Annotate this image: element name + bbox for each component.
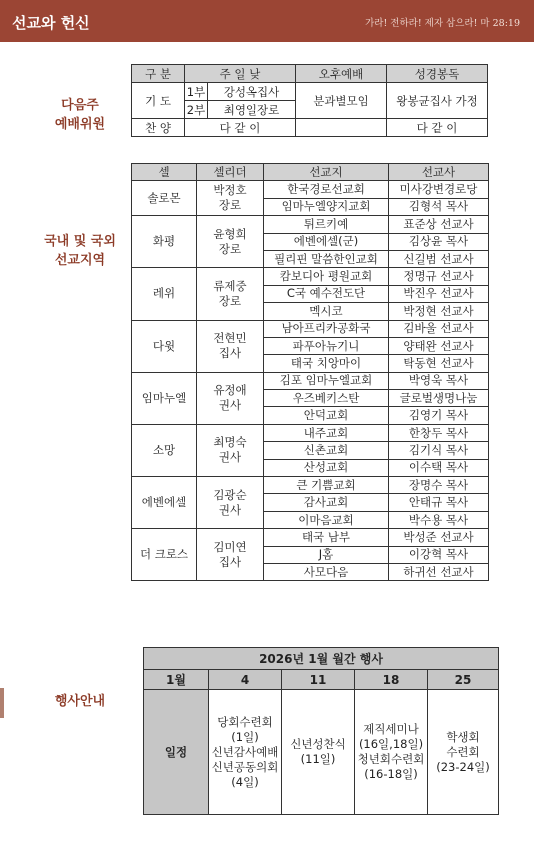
mission-field: 파푸아뉴기니 [264,337,389,354]
leader-title: 집사 [218,346,242,361]
missionary: 글로벌생명나눔 [389,390,489,407]
cell-name: 임마누엘 [132,372,197,424]
missionary: 정명규 선교사 [389,268,489,285]
col-category: 구 분 [132,65,185,83]
event-line: (4일) [231,774,259,789]
part1-label: 1부 [185,83,208,101]
event-line: 신년감사예배 [211,744,279,759]
leader-name: 최명숙 [213,435,247,450]
table-row [132,529,489,546]
mission-field: 튀르키예 [264,216,389,233]
missionary: 장명수 목사 [389,477,489,494]
missionary: 안태규 목사 [389,494,489,511]
mission-field: 사모다음 [264,563,389,580]
cell-name: 화평 [132,216,197,268]
col-reading: 성경봉독 [387,65,488,83]
missionary: 김영기 목사 [389,407,489,424]
row-praise-label: 찬 양 [132,119,185,137]
events-title: 2026년 1월 월간 행사 [144,648,499,670]
row-prayer-label: 기 도 [132,83,185,119]
event-line: 청년회수련회 [357,752,425,766]
schedule-label: 일정 [144,690,209,815]
cell-name: 소망 [132,424,197,476]
mission-field: 한국경로선교회 [264,181,389,198]
worship-committee-label: 다음주 예배위원 [54,98,106,132]
page-title: 선교와 헌신 [12,14,90,32]
date-11: 11 [282,670,355,690]
missionary: 탁동현 선교사 [389,355,489,372]
event-line: 수련회 [446,744,480,759]
mission-field: 큰 기쁨교회 [264,477,389,494]
event-cell [428,690,499,815]
praise-reading: 다 같 이 [387,119,488,137]
worship-committee-table [131,64,488,137]
table-row [132,372,489,389]
missionary: 박진우 선교사 [389,285,489,302]
table-row [132,181,489,198]
event-line: 당회수련회 [217,714,273,729]
leader-name: 류제중 [213,278,247,293]
event-line: (1일) [231,729,259,744]
cell-name: 다윗 [132,320,197,372]
col-mission-field: 선교지 [264,164,389,181]
event-line: (16-18일) [364,767,418,781]
event-line: 제직세미나 [363,722,419,736]
missionary: 표준상 선교사 [389,216,489,233]
event-line: 신년공동의회 [211,759,279,774]
afternoon-value: 분과별모임 [296,83,387,119]
mission-field: 김포 임마누엘교회 [264,372,389,389]
leader-title: 권사 [218,502,242,517]
date-4: 4 [209,670,282,690]
mission-field: 필리핀 말씀한인교회 [264,250,389,267]
missionary: 김기식 목사 [389,442,489,459]
praise-afternoon [296,119,387,137]
mission-field: 신촌교회 [264,442,389,459]
cell-leader [197,320,264,372]
table-row [132,268,489,285]
event-line: 신년성찬식 [290,737,346,751]
table-row [132,477,489,494]
event-cell [209,690,282,815]
page-header [0,0,534,42]
cell-name: 솔로몬 [132,181,197,216]
events-label: 행사안내 [54,694,106,709]
col-missionary: 선교사 [389,164,489,181]
mission-field: 내주교회 [264,424,389,441]
event-cell [282,690,355,815]
mission-field: 멕시코 [264,303,389,320]
missionary: 김바울 선교사 [389,320,489,337]
event-cell [355,690,428,815]
cell-leader [197,216,264,268]
event-line: (23-24일) [436,759,490,774]
mission-field: 캄보디아 평원교회 [264,268,389,285]
missionary: 김상윤 목사 [389,233,489,250]
cell-leader [197,268,264,320]
part2-label: 2부 [185,101,208,119]
table-row [132,424,489,441]
leader-name: 김광순 [213,487,247,502]
leader-title: 장로 [218,241,242,256]
cell-name: 에벤에셀 [132,477,197,529]
mission-field: 태국 치앙마이 [264,355,389,372]
monthly-events-table [143,647,499,815]
mission-region-label: 국내 및 국외 선교지역 [44,234,116,268]
mission-field: 안덕교회 [264,407,389,424]
leader-title: 권사 [218,450,242,465]
cell-leader [197,477,264,529]
missionary: 박수용 목사 [389,511,489,528]
mission-field: 우즈베키스탄 [264,390,389,407]
mission-field: 태국 남부 [264,529,389,546]
cell-name: 더 크로스 [132,529,197,581]
col-leader: 셀리더 [197,164,264,181]
leader-name: 유정애 [213,383,247,398]
mission-field: 임마누엘양지교회 [264,198,389,215]
mission-field: J홈 [264,546,389,563]
section-marker [0,688,4,718]
mission-field: 이마음교회 [264,511,389,528]
reading-value: 왕봉균집사 가정 [387,83,488,119]
event-line: 학생회 [446,729,480,744]
col-afternoon: 오후예배 [296,65,387,83]
cell-leader [197,181,264,216]
missionary: 이수택 목사 [389,459,489,476]
missionary: 박정현 선교사 [389,303,489,320]
leader-name: 박정호 [213,183,247,198]
month-label: 1월 [144,670,209,690]
leader-name: 윤형희 [213,226,247,241]
missionary: 미사강변경로당 [389,181,489,198]
cell-leader [197,529,264,581]
missionary: 박영욱 목사 [389,372,489,389]
mission-field: 감사교회 [264,494,389,511]
mission-field: 산성교회 [264,459,389,476]
leader-name: 전현민 [213,331,247,346]
missionary: 하귀선 선교사 [389,563,489,580]
date-25: 25 [428,670,499,690]
missionary: 박성준 선교사 [389,529,489,546]
event-line: (16일,18일) [358,737,424,751]
part2-name: 최영일장로 [208,101,296,119]
leader-title: 장로 [218,293,242,308]
missionary: 한창두 목사 [389,424,489,441]
header-verse: 가라! 전하라! 제자 삼으라! 마 28:19 [365,18,520,29]
mission-field: C국 예수전도단 [264,285,389,302]
table-row [132,216,489,233]
leader-title: 장로 [218,198,242,213]
col-cell: 셀 [132,164,197,181]
missionary: 김형석 목사 [389,198,489,215]
mission-table [131,163,489,581]
mission-field: 에벤에셀(군) [264,233,389,250]
praise-sunday: 다 같 이 [185,119,296,137]
mission-field: 남아프리카공화국 [264,320,389,337]
missionary: 양태완 선교사 [389,337,489,354]
leader-title: 권사 [218,398,242,413]
cell-leader [197,424,264,476]
leader-name: 김미연 [213,539,247,554]
cell-leader [197,372,264,424]
leader-title: 집사 [218,554,242,569]
event-line: (11일) [300,752,336,766]
date-18: 18 [355,670,428,690]
cell-name: 레위 [132,268,197,320]
table-row [132,320,489,337]
missionary: 신길범 선교사 [389,250,489,267]
missionary: 이강혁 목사 [389,546,489,563]
col-sunday: 주 일 낮 [185,65,296,83]
part1-name: 강성옥집사 [208,83,296,101]
